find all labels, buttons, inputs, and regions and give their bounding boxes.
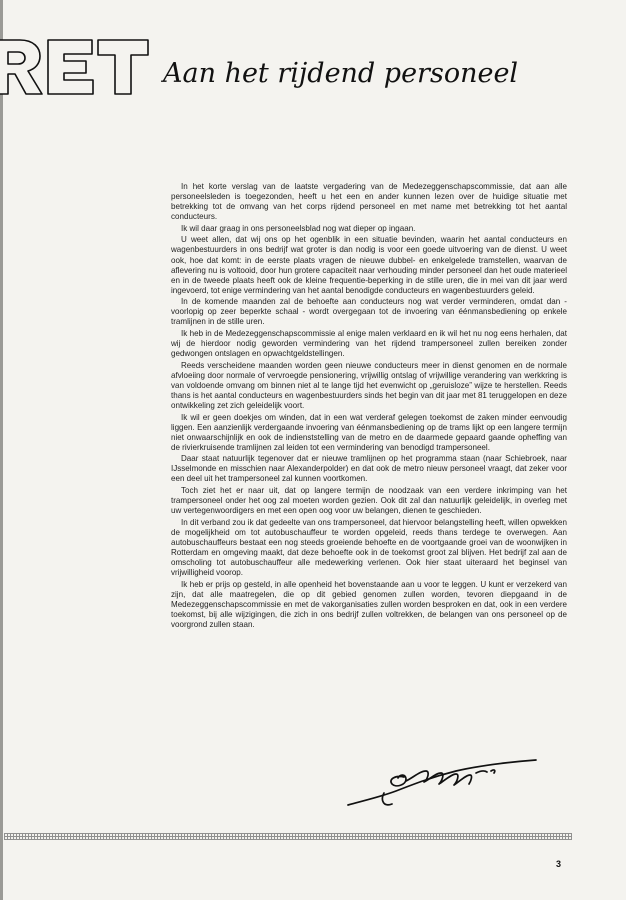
footer-dotted-rule — [4, 833, 572, 840]
paragraph: In dit verband zou ik dat gedeelte van ons trampersoneel, dat hiervoor belangstelling heeft, willen opwekken de mogelijkheid om tot autobuschauffeur te worden opgeleid, reeds thans terdege te overwegen. Aan autobuschauffeurs bestaat een nog steeds groeiende behoefte en de voortgaande groei van de woonwijken in Rotterdam en omgeving maakt, dat deze behoefte ook in de toekomst groot zal blijven. Het bedrijf zal aan de omscholing tot autobuschauffeur alle medewerking verlenen. Ook hier staat uiteraard het beginsel van vrijwilligheid voorop. — [171, 517, 567, 578]
paragraph: Ik heb er prijs op gesteld, in alle openheid het bovenstaande aan u voor te leggen. U kunt er verzekerd van zijn, dat alle maatregelen, die op dit gebied genomen zullen worden, tevoren diepgaand in de Medezeggenschapscommissie en met de vakorganisaties zullen worden besproken en dat, ook in een verdere toekomst, bij alle wijzigingen, die zich in ons bedrijf zullen voltrekken, de belangen van ons personeel op de voorgrond zullen staan. — [171, 579, 567, 629]
paragraph: In het korte verslag van de laatste vergadering van de Medezeggenschapscommissie, dat aan alle personeelsleden is toegezonden, heeft u het een en ander kunnen lezen over de huidige situatie met betrekking tot de omvang van het corps rijdend personeel en met name met betrekking tot het aantal conducteurs. — [171, 182, 567, 222]
ret-logo — [0, 34, 150, 100]
page-number: 3 — [556, 859, 562, 869]
paragraph: U weet allen, dat wij ons op het ogenblik in een situatie bevinden, waarin het aantal conducteurs en wagenbestuurders in ons bedrijf wat groter is dan nodig is voor een goede uitvoering van de dienst. U weet ook, hoe dat komt: in de eerste plaats vragen de nieuwe dubbel- en enkelgelede tramstellen, waarvan de aflevering nu is voltooid, door hun grotere capaciteit naar verhouding minder personeel dan het oude materieel en in de tweede plaats heeft ook de kleine frequentie-beperking in de stille uren, die in mei van dit jaar werd ingevoerd, tot enige vermindering van het aantal benodigde conducteurs en wagenbestuurders geleid. — [171, 235, 567, 295]
paragraph: Reeds verscheidene maanden worden geen nieuwe conducteurs meer in dienst genomen en de normale afvloeiing door normale of vervroegde pensionering, vrijwillig ontslag of vrijwillige verandering van werkkring is van voldoende omvang om binnen niet al te lange tijd het evenwicht op „geruisloze” wijze te herstellen. Reeds thans is het aantal conducteurs en wagenbestuurders sinds het begin van dit jaar met 81 teruggelopen en deze ontwikkeling zet zich geleidelijk voort. — [171, 360, 567, 410]
paragraph: Toch ziet het er naar uit, dat op langere termijn de noodzaak van een verdere inkrimping van het trampersoneel onder het oog zal moeten worden gezien. Ook dit zal dan natuurlijk geleidelijk, in overleg met uw vertegenwoordigers en met een open oog voor uw belangen, dienen te geschieden. — [171, 486, 567, 516]
paragraph: In de komende maanden zal de behoefte aan conducteurs nog wat verder verminderen, omdat dan - voorlopig op zeer beperkte schaal - wordt overgegaan tot de invoering van éénmansbediening op enkele tramlijnen in de stille uren. — [171, 297, 567, 327]
handwritten-signature — [344, 757, 540, 815]
paragraph: Ik heb in de Medezeggenschapscommissie al enige malen verklaard en ik wil het nu nog eens herhalen, dat wij de hierdoor nodig geworden vermindering van het rijdend trampersoneel zullen bereiken zonder gedwongen ontslagen en opwachtgeldstellingen. — [171, 329, 567, 359]
page-title: Aan het rijdend personeel — [163, 58, 519, 89]
binding-edge — [0, 0, 3, 900]
paragraph: Ik wil er geen doekjes om winden, dat in een wat verderaf gelegen toekomst de zaken minder eenvoudig liggen. Een aanzienlijk verdergaande invoering van éénmansbediening op de trams lijkt op een langere termijn niet onwaarschijnlijk en ook de indienststelling van de metro en de daarmede gepaard gaande opheffing van de rivierkruisende tramlijnen zal leiden tot een vermindering van benodigd trampersoneel. — [171, 412, 567, 452]
letter-body — [171, 182, 567, 632]
paragraph: Ik wil daar graag in ons personeelsblad nog wat dieper op ingaan. — [181, 223, 416, 233]
paragraph: Daar staat natuurlijk tegenover dat er nieuwe tramlijnen op het programma staan (naar Schiebroek, naar IJsselmonde en misschien naar Alexanderpolder) en dat ook de metro nieuw personeel vraagt, dat zeker voor een deel uit het trampersoneel zal kunnen voortkomen. — [171, 454, 567, 484]
